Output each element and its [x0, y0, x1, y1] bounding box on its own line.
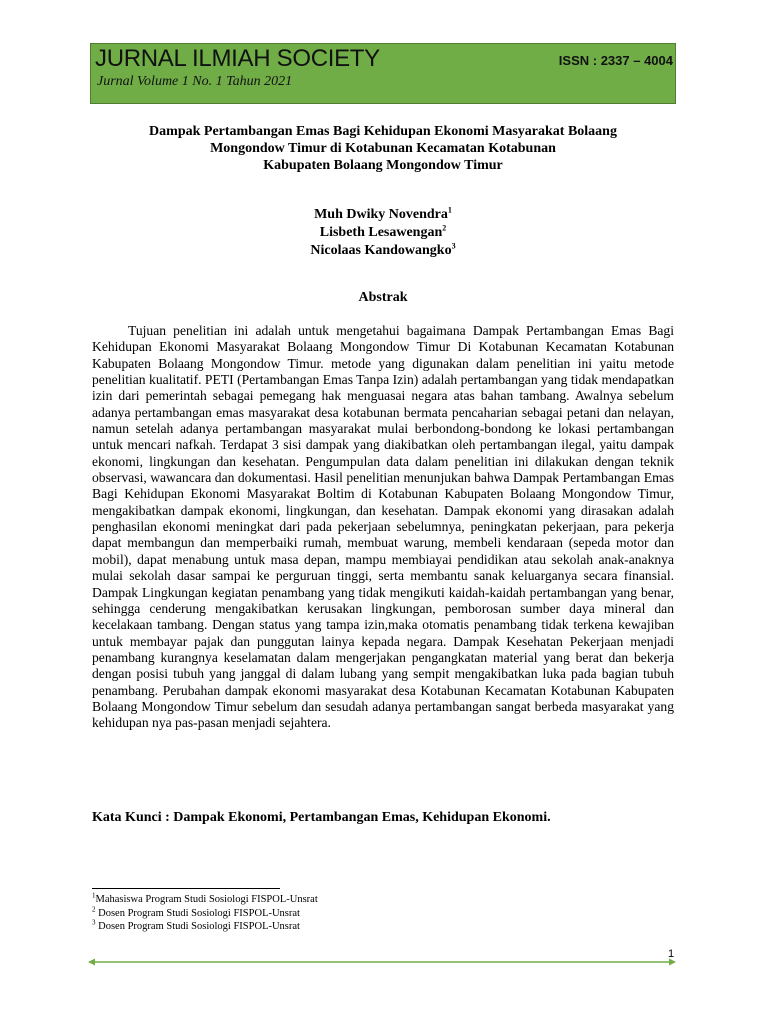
footnote-separator — [92, 888, 280, 889]
title-line: Mongondow Timur di Kotabunan Kecamatan Kotabunan — [210, 141, 556, 156]
issn-label: ISSN : 2337 – 4004 — [558, 53, 673, 68]
abstract-body: Tujuan penelitian ini adalah untuk mengetahui bagaimana Dampak Pertambangan Emas Bagi Kehidupan Ekonomi Masyarakat Bolaang Mongondow Timur Di Kotabunan Kecamatan Kotabunan Kabupaten Bolaang Mongondow Timur. metode yang digunakan dalam penelitian ini yaitu metode penelitian kualitatif. PETI (Pertambangan Emas Tanpa Izin) adalah pertambangan yang tidak mendapatkan izin dari pemerintah sebagai pemegang hak menguasai negara atas bahan tambang. Awalnya sebelum adanya pertambangan emas masyarakat desa kotabunan bermata pencaharian sebagai petani dan nelayan, namun setelah adanya pertambangan masyarakat mulai berbondong-bondong ke lokasi pertambangan untuk mencari nafkah. Terdapat 3 sisi dampak yang diakibatkan oleh pertambangan ilegal, yaitu dampak ekonomi, lingkungan dan kesehatan. Pengumpulan data dalam penelitian ini dilakukan dengan teknik observasi, wawancara dan dokumentasi. Hasil penelitian menunjukan bahwa Dampak Pertambangan Emas Bagi Kehidupan Ekonomi Masyarakat Boltim di Kotabunan Kabupaten Bolaang Mongondow Timur, mengakibatkan dampak ekonomi, lingkungan, dan kesehatan. Dampak ekonomi yang dirasakan adalah penghasilan ekonomi meningkat dari pada pekerjaan sebelumnya, peningkatan pekerjaan, para pekerja dapat membangun dan memperbaiki rumah, membuat warung, membeli kendaraan (sepeda motor dan mobil), dapat menabung untuk masa depan, mampu membiayai pendidikan atau sekolah anak-anaknya mulai sekolah dasar sampai ke perguruan tinggi, serta membantu sanak keluarganya secara finansial. Dampak Lingkungan kegiatan penambang yang tidak mengikuti kaidah-kaidah pertambangan yang benar, sehingga cenderung mengakibatkan kerusakan lingkungan, pemborosan sumber daya mineral dan kecelakaan tambang. Dengan status yang tampa izin,maka otomatis penambang tidak terkena kewajiban untuk membayar pajak dan punggutan lainya kepada negara. Dampak Kesehatan Pekerjaan menjadi penambang kurangnya keselamatan dalam mengerjakan pengangkatan material yang berat dan bekerja dengan posisi tubuh yang janggal di dalam lubang yang sempit mengakibatkan luka pada bagian tubuh penambang. Perubahan dampak ekonomi masyarakat desa Kotabunan Kecamatan Kotabunan Kabupaten Bolaang Mongondow Timur sebelum dan sesudah adanya pertambangan sangat berbeda masyarakat yang kehidupan nya pas-pasan menjadi sejahtera. — [92, 323, 674, 731]
footnote-text: Mahasiswa Program Studi Sosiologi FISPOL-Unsrat — [95, 894, 318, 905]
footnote-mark: 2 — [92, 905, 96, 913]
footnote-mark: 1 — [92, 891, 96, 900]
footnote-text: Dosen Program Studi Sosiologi FISPOL-Unsrat — [95, 907, 300, 919]
arrow-left-icon — [88, 959, 95, 966]
author-footnote-mark: 3 — [451, 241, 456, 251]
author-entry — [90, 242, 676, 260]
footnote-item — [92, 907, 318, 921]
author-footnote-mark: 2 — [442, 223, 447, 233]
arrow-right-icon — [669, 959, 676, 966]
page-number: 1 — [668, 948, 675, 960]
footnote-item — [92, 893, 318, 907]
author-name: Lisbeth Lesawengan — [319, 225, 443, 240]
journal-name: JURNAL ILMIAH SOCIETY — [95, 45, 380, 72]
footer-arrow-line — [88, 957, 676, 967]
journal-volume: Jurnal Volume 1 No. 1 Tahun 2021 — [97, 74, 293, 89]
footnote-text: Dosen Program Studi Sosiologi FISPOL-Unsrat — [95, 921, 300, 932]
abstract-heading: Abstrak — [358, 290, 408, 305]
author-footnote-mark: 1 — [447, 205, 452, 215]
footnote-item — [92, 920, 318, 934]
author-name: Muh Dwiky Novendra — [314, 207, 448, 222]
title-line: Kabupaten Bolaang Mongondow Timur — [263, 158, 503, 173]
footnote-mark: 3 — [92, 918, 96, 927]
author-list — [90, 206, 676, 260]
keywords: Kata Kunci : Dampak Ekonomi, Pertambangan Emas, Kehidupan Ekonomi. — [92, 810, 551, 825]
journal-header-banner — [90, 43, 676, 104]
footnotes — [92, 893, 318, 934]
author-entry — [90, 206, 676, 224]
author-entry — [90, 224, 676, 242]
title-line: Dampak Pertambangan Emas Bagi Kehidupan Ekonomi Masyarakat Bolaang — [149, 124, 617, 139]
article-title — [90, 123, 676, 174]
author-name: Nicolaas Kandowangko — [310, 243, 452, 258]
